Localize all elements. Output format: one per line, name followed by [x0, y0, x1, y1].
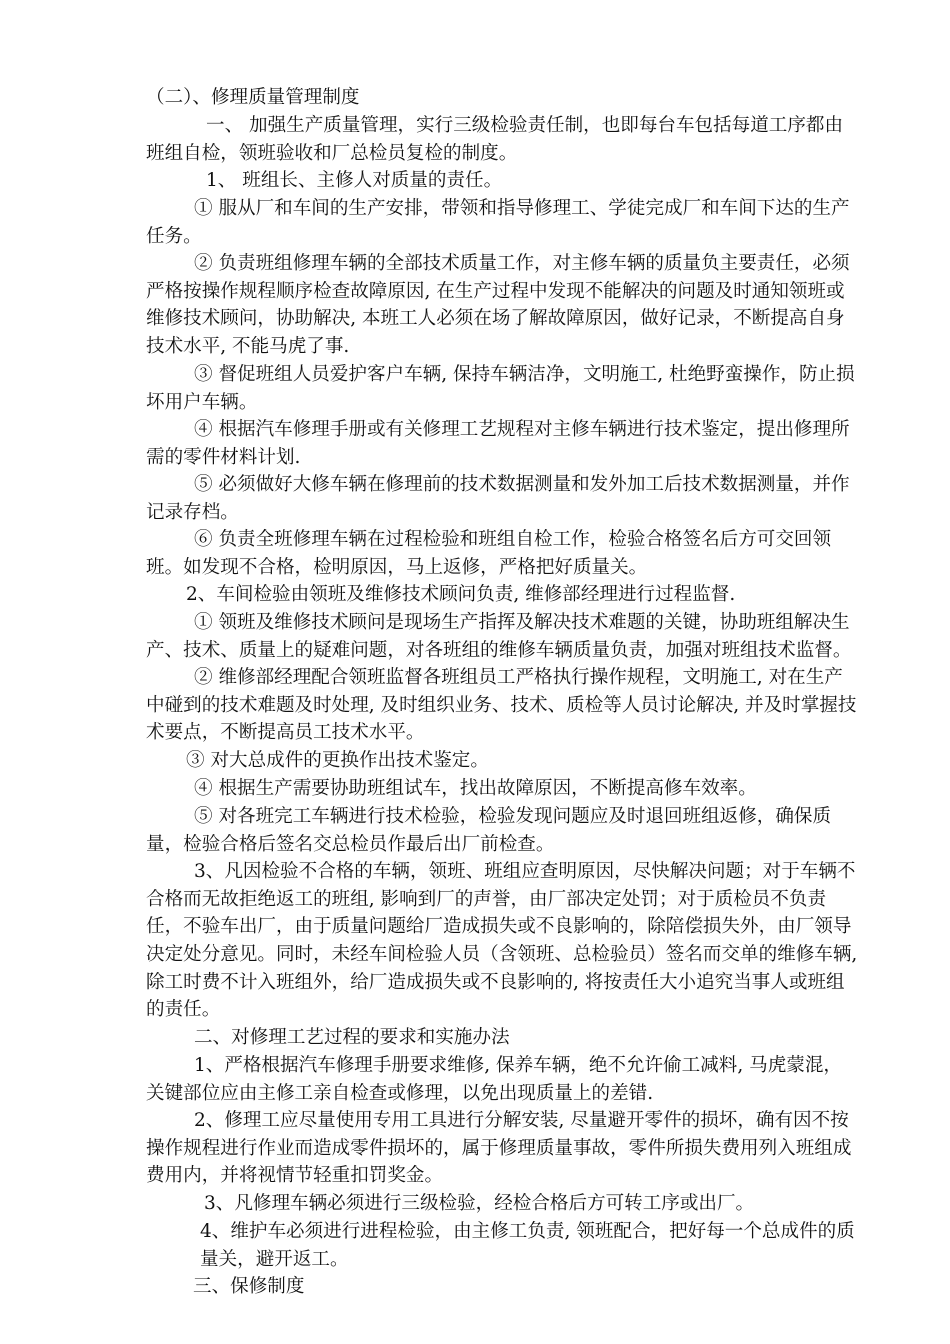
section-heading: 二、对修理工艺过程的要求和实施办法 — [194, 1027, 510, 1049]
paragraph: ② 维修部经理配合领班监督各班组员工严格执行操作规程，文明施工, 对在生产中碰到的技术难题及时处理, 及时组织业务、技术、质检等人员讨论解决, 并及时掌握技术要点，不断提高员工技术水平。 — [146, 667, 857, 744]
paragraph: ① 领班及维修技术顾问是现场生产指挥及解决技术难题的关键，协助班组解决生产、技术、质量上的疑难问题，对各班组的维修车辆质量负责，加强对班组技术监督。 — [146, 612, 852, 661]
paragraph: 3、凡因检验不合格的车辆，领班、班组应查明原因，尽快解决问题；对于车辆不合格而无故拒绝返工的班组, 影响到厂的声誉，由厂部决定处罚；对于质检员不负责任，不验车出厂，由于质量问题给厂造成损失或不良影响的，除陪偿损失外，由厂领导决定处分意见。同时，未经车间检验人员（含领班、总检验员）签名而交单的维修车辆, 除工时费不计入班组外，给厂造成损失或不良影响的, 将按责任大小追究当事人或班组的责任。 — [146, 861, 858, 1021]
section-heading: （二）、修理质量管理制度 — [146, 87, 360, 109]
paragraph: ⑤ 对各班完工车辆进行技术检验，检验发现问题应及时退回班组返修，确保质量，检验合格后签名交总检员作最后出厂前检查。 — [146, 806, 832, 855]
section-heading: 三、保修制度 — [193, 1276, 305, 1298]
paragraph: ① 服从厂和车间的生产安排，带领和指导修理工、学徒完成厂和车间下达的生产任务。 — [146, 198, 850, 247]
paragraph: 2、修理工应尽量使用专用工具进行分解安装, 尽量避开零件的损坏，确有因不按操作规程进行作业而造成零件损坏的，属于修理质量事故，零件所损失费用列入班组成费用内，并将视情节轻重扣罚奖金。 — [146, 1110, 852, 1187]
paragraph: 4、维护车必须进行进程检验，由主修工负责, 领班配合，把好每一个总成件的质量关，避开返工。 — [200, 1221, 855, 1270]
subsection-heading: 1、 班组长、主修人对质量的责任。 — [206, 170, 503, 192]
paragraph: ⑤ 必须做好大修车辆在修理前的技术数据测量和发外加工后技术数据测量，并作记录存档。 — [146, 474, 850, 523]
paragraph: ⑥ 负责全班修理车辆在过程检验和班组自检工作，检验合格签名后方可交回领班。如发现不合格，检明原因，马上返修，严格把好质量关。 — [146, 529, 832, 578]
paragraph: ③ 督促班组人员爱护客户车辆, 保持车辆洁净，文明施工, 杜绝野蛮操作，防止损坏用户车辆。 — [146, 364, 855, 413]
paragraph: ② 负责班组修理车辆的全部技术质量工作，对主修车辆的质量负主要责任，必须严格按操作规程顺序检查故障原因, 在生产过程中发现不能解决的问题及时通知领班或维修技术顾问，协助解决, 本班工人必须在场了解故障原因，做好记录，不断提高自身技术水平, 不能马虎了事. — [146, 253, 850, 357]
paragraph: ④ 根据生产需要协助班组试车，找出故障原因，不断提高修车效率。 — [194, 778, 757, 800]
paragraph: 1、严格根据汽车修理手册要求维修, 保养车辆，绝不允许偷工减料, 马虎蒙混，关键部位应由主修工亲自检查或修理，以免出现质量上的差错. — [146, 1055, 842, 1104]
paragraph: 一、 加强生产质量管理，实行三级检验责任制，也即每台车包括每道工序都由班组自检，领班验收和厂总检员复检的制度。 — [146, 115, 844, 164]
paragraph: ③ 对大总成件的更换作出技术鉴定。 — [186, 750, 489, 772]
subsection-heading: 2、车间检验由领班及维修技术顾问负责, 维修部经理进行过程监督. — [186, 584, 736, 606]
paragraph: 3、凡修理车辆必须进行三级检验，经检合格后方可转工序或出厂。 — [204, 1193, 755, 1215]
paragraph: ④ 根据汽车修理手册或有关修理工艺规程对主修车辆进行技术鉴定，提出修理所需的零件材料计划. — [146, 419, 850, 468]
